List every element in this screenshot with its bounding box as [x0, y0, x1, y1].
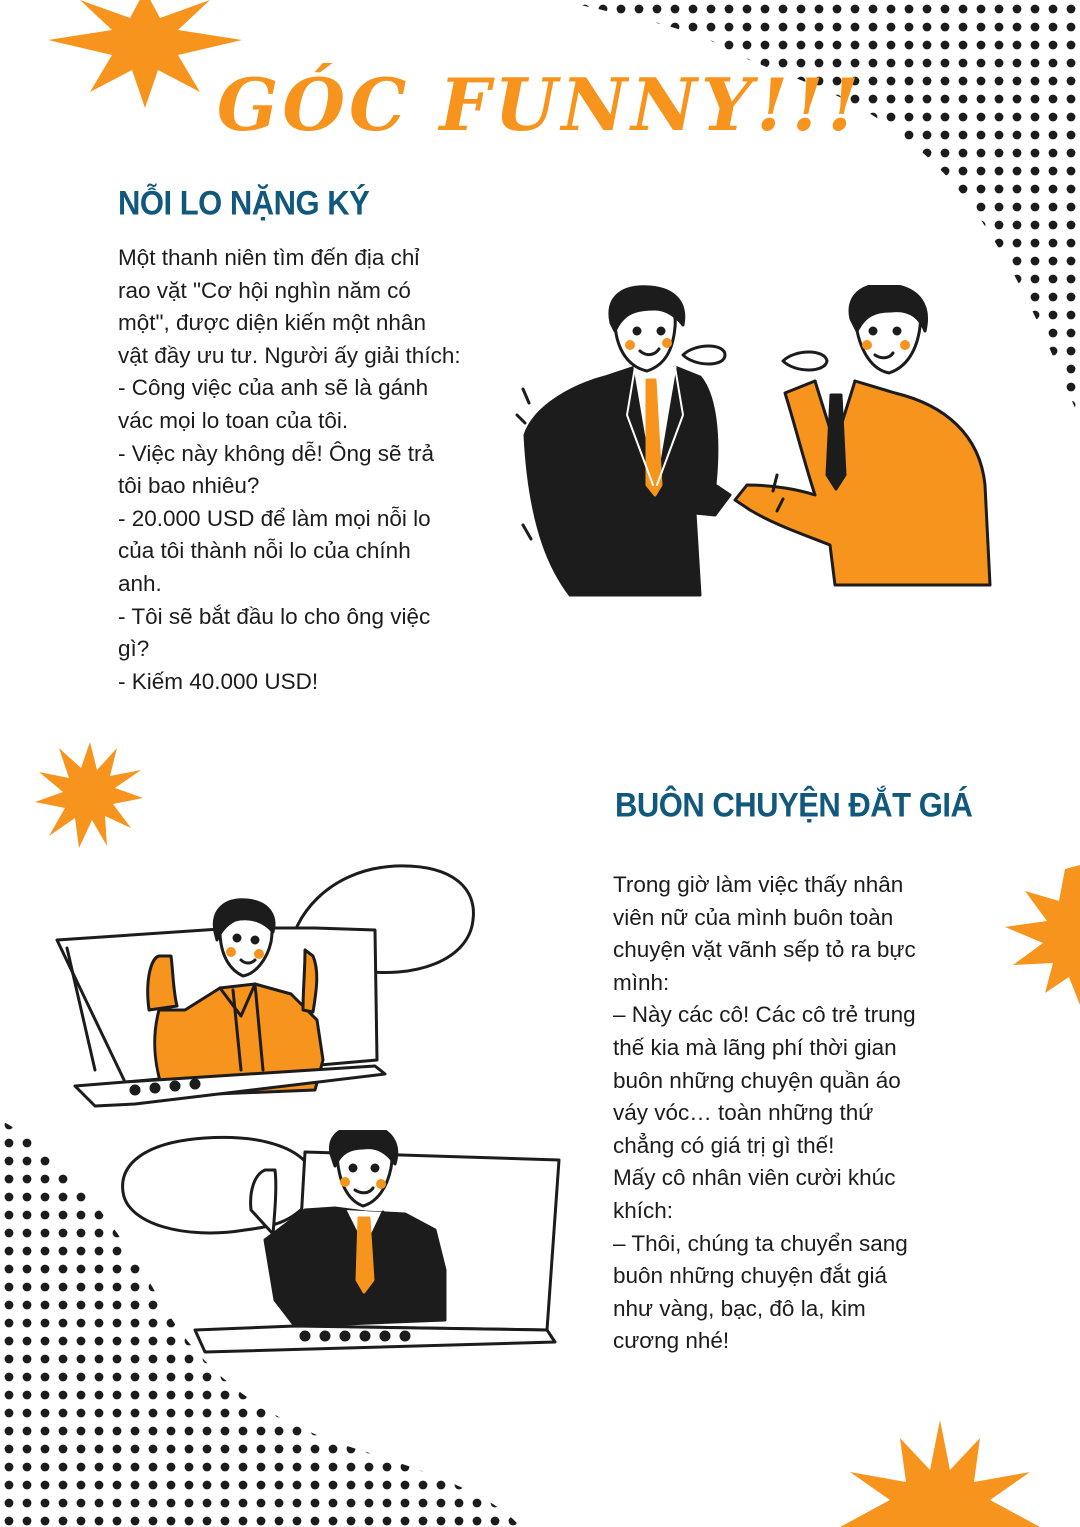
- starburst-bottom-right: [840, 1420, 1040, 1527]
- laptop-woman-illustration: [55, 860, 485, 1110]
- text-line: buôn những chuyện đắt giá: [613, 1263, 888, 1289]
- text-line: mình:: [613, 969, 670, 995]
- section-heading-buon-chuyen: BUÔN CHUYỆN ĐẮT GIÁ: [615, 785, 973, 825]
- text-line: vật đầy ưu tư. Người ấy giải thích:: [118, 342, 461, 368]
- text-line: Trong giờ làm việc thấy nhân: [613, 872, 904, 897]
- section-body-noi-lo: [118, 242, 498, 698]
- section-body-buon-chuyen: [613, 869, 993, 1358]
- text-line: - Việc này không dễ! Ông sẽ trả: [118, 440, 435, 466]
- starburst-left-middle: [35, 740, 145, 850]
- text-line: – Này các cô! Các cô trẻ trung: [613, 1002, 916, 1028]
- text-line: thế kia mà lãng phí thời gian: [613, 1034, 897, 1060]
- text-line: - Tôi sẽ bắt đầu lo cho ông việc: [118, 603, 431, 629]
- text-line: rao vặt "Cơ hội nghìn năm có: [118, 277, 411, 303]
- text-line: vác mọi lo toan của tôi.: [118, 407, 349, 433]
- page-title: GÓC FUNNY!!!: [216, 62, 864, 147]
- text-line: – Thôi, chúng ta chuyển sang: [613, 1230, 908, 1256]
- text-line: Một thanh niên tìm đến địa chỉ: [118, 245, 420, 270]
- text-line: váy vóc… toàn những thứ: [613, 1100, 874, 1126]
- text-line: cương nhé!: [613, 1328, 730, 1354]
- starburst-right-middle: [1005, 865, 1080, 1005]
- text-line: chuyện vặt vãnh sếp tỏ ra bực: [613, 937, 916, 963]
- text-line: tôi bao nhiêu?: [118, 473, 260, 499]
- laptop-man-illustration: [115, 1130, 565, 1360]
- text-line: chẳng có giá trị gì thế!: [613, 1132, 835, 1158]
- text-line: gì?: [118, 636, 150, 662]
- handshake-illustration: [515, 285, 995, 605]
- text-line: - Công việc của anh sẽ là gánh: [118, 375, 429, 401]
- text-line: một", được diện kiến một nhân: [118, 310, 426, 336]
- text-line: khích:: [613, 1197, 674, 1223]
- text-line: buôn những chuyện quần áo: [613, 1067, 901, 1093]
- text-line: - 20.000 USD để làm mọi nỗi lo: [118, 505, 431, 531]
- text-line: - Kiếm 40.000 USD!: [118, 668, 319, 694]
- text-line: của tôi thành nỗi lo của chính: [118, 538, 411, 564]
- text-line: Mấy cô nhân viên cười khúc: [613, 1165, 896, 1191]
- text-line: viên nữ của mình buôn toàn: [613, 904, 894, 930]
- text-line: như vàng, bạc, đô la, kim: [613, 1295, 866, 1321]
- section-heading-noi-lo: NỖI LO NẶNG KÝ: [118, 183, 370, 223]
- text-line: anh.: [118, 570, 162, 596]
